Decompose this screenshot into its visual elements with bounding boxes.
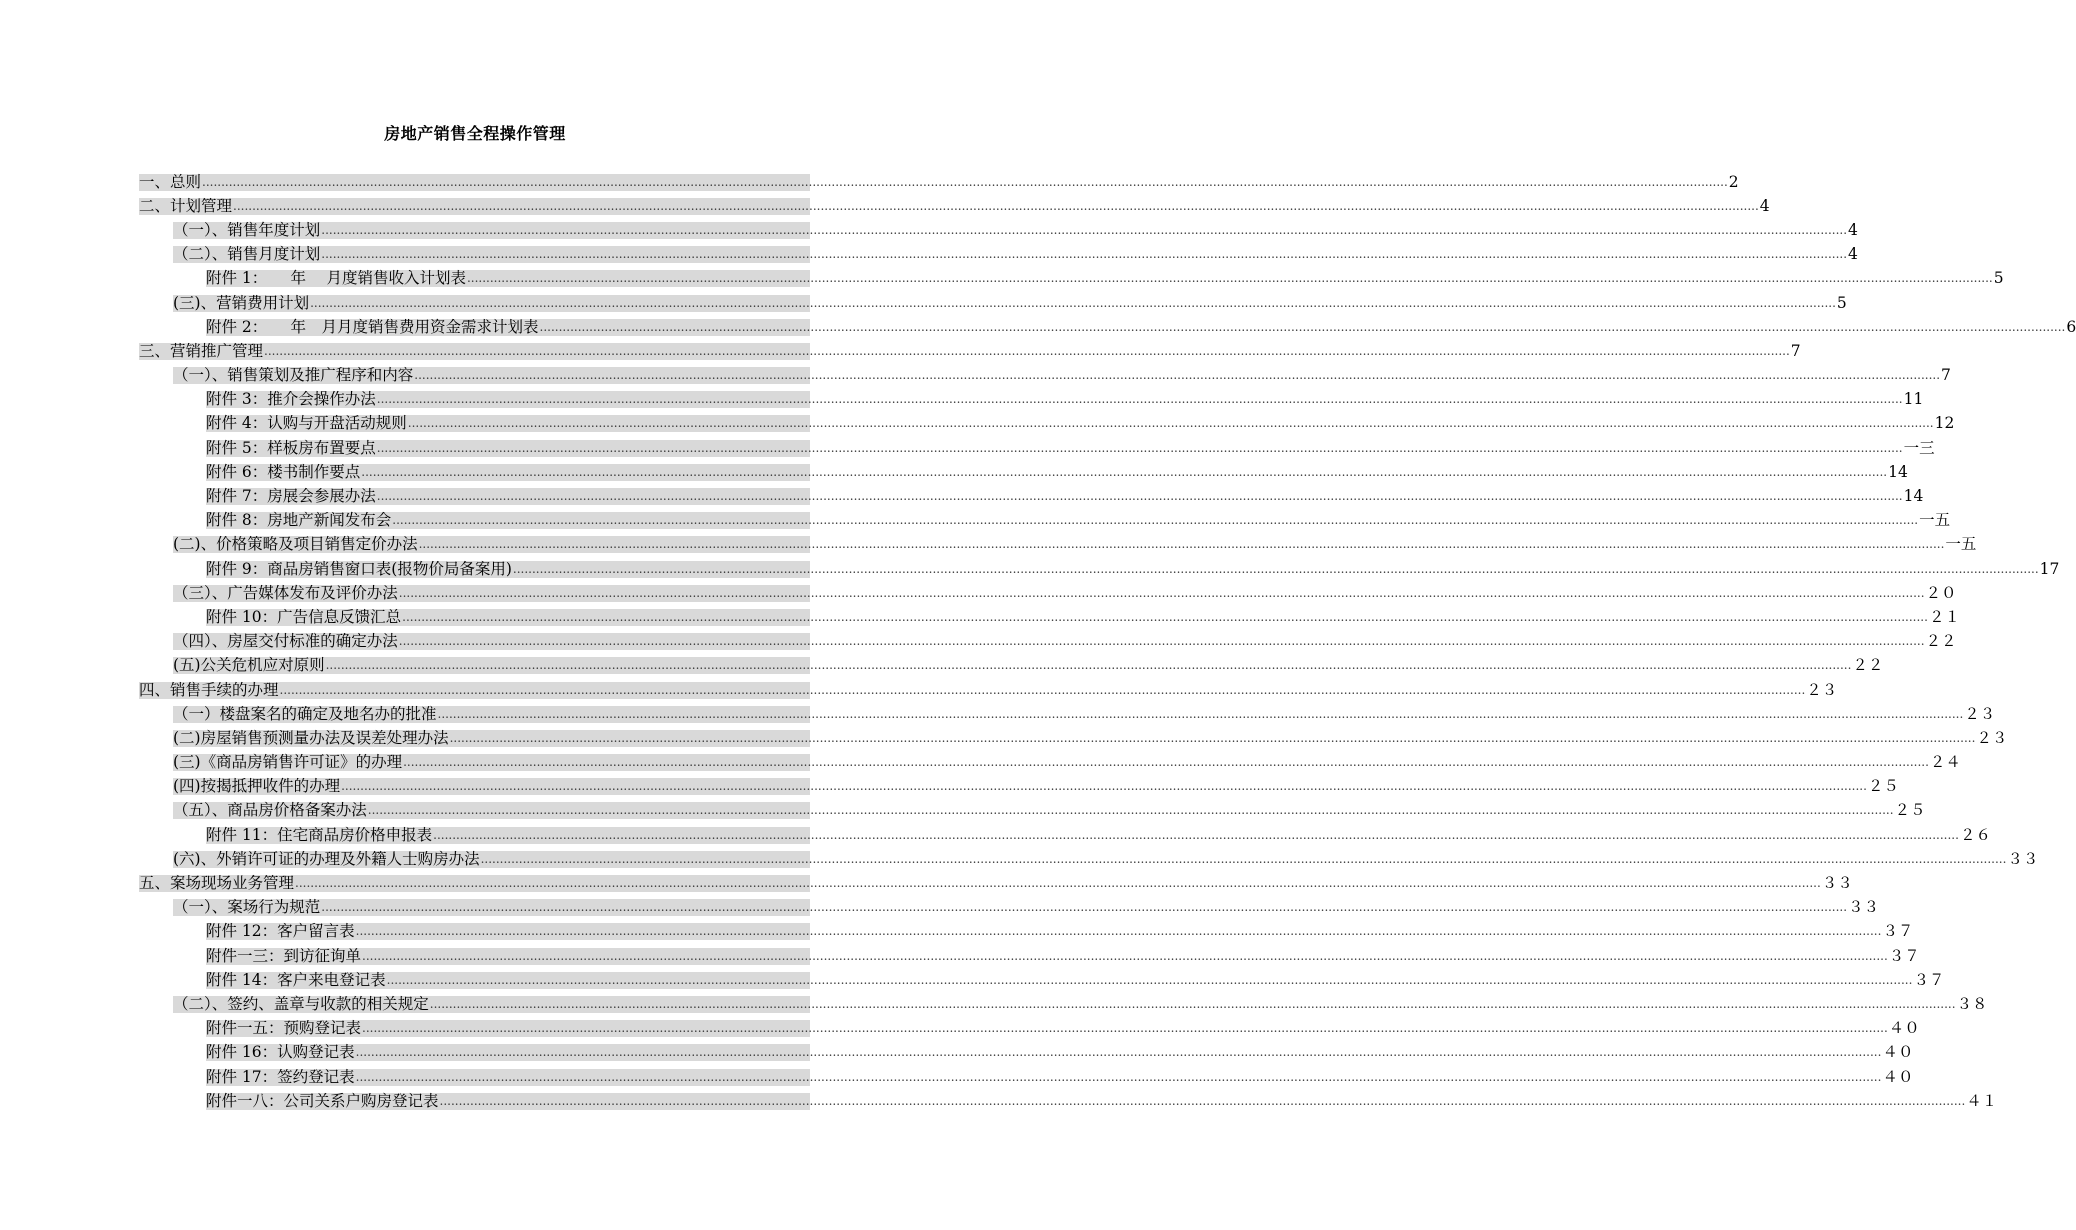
toc-entry-page: 4 — [1848, 245, 1858, 264]
toc-entry-highlight — [206, 1019, 1920, 1038]
toc-entry-title: 附件 7：房展会参展办法 — [206, 487, 376, 506]
toc-entry-title: 附件一八：公司关系户购房登记表 — [206, 1091, 439, 1110]
toc-entry-title: 一、总则 — [139, 172, 202, 191]
toc-leader-dots: ................................................................................................................................................................................................................................................................................................................................................................................................................ — [279, 682, 1806, 697]
toc-leader-dots: ................................................................................................................................................................................................................................................................................................................................................................................................................ — [233, 198, 1759, 213]
toc-entry-page: 12 — [1934, 414, 1955, 433]
toc-leader-dots: ................................................................................................................................................................................................................................................................................................................................................................................................................ — [264, 343, 1790, 358]
toc-leader-dots: ................................................................................................................................................................................................................................................................................................................................................................................................................ — [414, 368, 1941, 383]
toc-entry[interactable] — [139, 267, 2004, 291]
toc-entry-page: 11 — [1903, 390, 1924, 409]
toc-entry-page: ３３ — [1821, 874, 1853, 893]
toc-entry[interactable] — [139, 581, 1957, 605]
toc-entry-highlight — [173, 801, 1926, 820]
toc-entry-highlight — [173, 777, 1899, 796]
toc-entry-highlight — [173, 994, 1988, 1013]
toc-entry[interactable] — [139, 678, 1838, 702]
toc-entry-title: （一）、案场行为规范 — [173, 898, 321, 917]
toc-entry-title: 附件 6：楼书制作要点 — [206, 462, 361, 481]
toc-entry-page: 一五 — [1945, 535, 1977, 554]
toc-entry-page: ４０ — [1882, 1043, 1914, 1062]
toc-entry-page: ２６ — [1959, 825, 1991, 844]
toc-entry-highlight — [173, 583, 1957, 602]
document-title: 房地产销售全程操作管理 — [384, 124, 566, 143]
toc-entry[interactable] — [139, 968, 1945, 992]
toc-entry[interactable] — [139, 847, 2039, 871]
toc-entry-title: 附件 5：样板房布置要点 — [206, 438, 376, 457]
toc-leader-dots: ................................................................................................................................................................................................................................................................................................................................................................................................................ — [386, 972, 1913, 987]
toc-entry-title: （二）、签约、盖章与收款的相关规定 — [173, 994, 429, 1013]
toc-entry-highlight — [206, 1091, 1998, 1110]
toc-leader-dots: ................................................................................................................................................................................................................................................................................................................................................................................................................ — [310, 295, 1836, 310]
toc-entry-page: 一三 — [1903, 438, 1935, 457]
toc-entry-page: ２３ — [1976, 728, 2008, 747]
toc-entry-highlight — [139, 874, 1853, 893]
toc-entry-title: （四）、房屋交付标准的确定办法 — [173, 632, 398, 651]
toc-leader-dots: ................................................................................................................................................................................................................................................................................................................................................................................................................ — [202, 174, 1728, 189]
toc-entry-title: (六)、外销许可证的办理及外籍人士购房办法 — [173, 849, 480, 868]
toc-entry[interactable] — [139, 775, 1899, 799]
toc-entry[interactable] — [139, 170, 1739, 194]
toc-entry-highlight — [173, 293, 1847, 312]
toc-entry-page: ３３ — [1848, 898, 1880, 917]
toc-entry-title: 附件一五：预购登记表 — [206, 1019, 362, 1038]
toc-entry-highlight — [139, 341, 1801, 360]
toc-entry-title: 附件一三：到访征询单 — [206, 946, 362, 965]
toc-entry-title: (二)房屋销售预测量办法及误差处理办法 — [173, 728, 449, 747]
toc-entry-highlight — [173, 849, 2039, 868]
toc-leader-dots: ................................................................................................................................................................................................................................................................................................................................................................................................................ — [398, 634, 1925, 649]
toc-leader-dots: ................................................................................................................................................................................................................................................................................................................................................................................................................ — [362, 948, 1888, 963]
toc-entry-highlight — [173, 245, 1858, 264]
toc-entry-title: 附件 1： 年 月度销售收入计划表 — [206, 269, 466, 288]
toc-entry[interactable] — [139, 484, 1924, 508]
toc-leader-dots: ................................................................................................................................................................................................................................................................................................................................................................................................................ — [362, 1021, 1888, 1036]
toc-entry-highlight — [206, 511, 1951, 530]
toc-entry[interactable] — [139, 944, 1920, 968]
toc-entry[interactable] — [139, 218, 1858, 242]
toc-entry-highlight — [173, 535, 1977, 554]
toc-entry-title: （一）楼盘案名的确定及地名办的批准 — [173, 704, 437, 723]
toc-entry[interactable] — [139, 992, 1988, 1016]
toc-entry[interactable] — [139, 799, 1926, 823]
toc-entry-page: ２３ — [1964, 704, 1996, 723]
toc-leader-dots: ................................................................................................................................................................................................................................................................................................................................................................................................................ — [407, 416, 1934, 431]
toc-entry-page: 14 — [1888, 462, 1908, 481]
toc-entry[interactable] — [139, 509, 1951, 533]
toc-leader-dots: ................................................................................................................................................................................................................................................................................................................................................................................................................ — [466, 271, 1993, 286]
toc-leader-dots: ................................................................................................................................................................................................................................................................................................................................................................................................................ — [361, 464, 1888, 479]
toc-leader-dots: ................................................................................................................................................................................................................................................................................................................................................................................................................ — [437, 706, 1964, 721]
toc-entry-highlight — [206, 607, 1960, 626]
toc-entry-page: 一五 — [1919, 511, 1951, 530]
toc-entry[interactable] — [139, 339, 1801, 363]
toc-leader-dots: ................................................................................................................................................................................................................................................................................................................................................................................................................ — [376, 440, 1903, 455]
toc-entry-highlight — [206, 922, 1914, 941]
toc-entry[interactable] — [139, 605, 1960, 629]
toc-entry-highlight — [206, 487, 1924, 506]
toc-entry-page: ４０ — [1888, 1019, 1920, 1038]
toc-entry[interactable] — [139, 533, 1977, 557]
toc-entry-highlight — [139, 680, 1838, 699]
toc-entry-highlight — [173, 656, 1884, 675]
toc-leader-dots: ................................................................................................................................................................................................................................................................................................................................................................................................................ — [376, 392, 1903, 407]
toc-entry[interactable] — [139, 460, 1908, 484]
toc-entry-title: (五)公关危机应对原则 — [173, 656, 325, 675]
toc-entry-page: 6 — [2066, 317, 2076, 336]
toc-leader-dots: ................................................................................................................................................................................................................................................................................................................................................................................................................ — [439, 1093, 1966, 1108]
toc-entry[interactable] — [139, 871, 1853, 895]
toc-leader-dots: ................................................................................................................................................................................................................................................................................................................................................................................................................ — [392, 513, 1919, 528]
toc-leader-dots: ................................................................................................................................................................................................................................................................................................................................................................................................................ — [402, 609, 1928, 624]
toc-entry-title: （一）、销售年度计划 — [173, 220, 321, 239]
toc-leader-dots: ................................................................................................................................................................................................................................................................................................................................................................................................................ — [403, 755, 1929, 770]
toc-entry-highlight — [139, 172, 1739, 191]
toc-leader-dots: ................................................................................................................................................................................................................................................................................................................................................................................................................ — [480, 851, 2007, 866]
toc-entry-page: 2 — [1728, 172, 1739, 191]
toc-entry-title: 附件 16：认购登记表 — [206, 1043, 355, 1062]
toc-leader-dots: ................................................................................................................................................................................................................................................................................................................................................................................................................ — [321, 900, 1848, 915]
toc-entry-title: 附件 17：签约登记表 — [206, 1067, 355, 1086]
toc-entry-page: ４１ — [1966, 1091, 1998, 1110]
toc-entry-highlight — [206, 414, 1955, 433]
toc-leader-dots: ................................................................................................................................................................................................................................................................................................................................................................................................................ — [321, 247, 1848, 262]
toc-entry[interactable] — [139, 726, 2008, 750]
toc-entry-highlight — [173, 898, 1880, 917]
toc-entry-highlight — [206, 317, 2076, 336]
toc-entry[interactable] — [139, 702, 1996, 726]
toc-entry[interactable] — [139, 1065, 1914, 1089]
toc-entry-highlight — [206, 269, 2004, 288]
toc-leader-dots: ................................................................................................................................................................................................................................................................................................................................................................................................................ — [449, 730, 1976, 745]
toc-entry-title: （一）、销售策划及推广程序和内容 — [173, 366, 414, 385]
toc-entry-title: 五、案场现场业务管理 — [139, 874, 295, 893]
toc-entry[interactable] — [139, 751, 1961, 775]
toc-entry-page: 7 — [1941, 366, 1951, 385]
toc-entry-page: ３８ — [1956, 994, 1988, 1013]
toc-entry-title: 附件 10：广告信息反馈汇总 — [206, 607, 402, 626]
toc-entry[interactable] — [139, 557, 2060, 581]
toc-entry-page: 4 — [1848, 220, 1858, 239]
toc-entry-title: 附件 4：认购与开盘活动规则 — [206, 414, 407, 433]
toc-entry-title: 附件 12：客户留言表 — [206, 922, 355, 941]
toc-entry-title: （二）、销售月度计划 — [173, 245, 321, 264]
toc-entry[interactable] — [139, 243, 1858, 267]
toc-leader-dots: ................................................................................................................................................................................................................................................................................................................................................................................................................ — [341, 779, 1867, 794]
toc-entry-page: 5 — [1993, 269, 2004, 288]
toc-leader-dots: ................................................................................................................................................................................................................................................................................................................................................................................................................ — [321, 222, 1848, 237]
toc-entry-highlight — [206, 970, 1945, 989]
toc-entry-title: 附件 2： 年 月月度销售费用资金需求计划表 — [206, 317, 539, 336]
toc-entry[interactable] — [139, 1089, 1998, 1113]
toc-leader-dots: ................................................................................................................................................................................................................................................................................................................................................................................................................ — [418, 537, 1945, 552]
toc-entry-highlight — [206, 390, 1924, 409]
toc-entry-title: （三）、广告媒体发布及评价办法 — [173, 583, 398, 602]
toc-entry-page: ３３ — [2007, 849, 2039, 868]
toc-entry-page: ２５ — [1894, 801, 1926, 820]
table-of-contents — [139, 170, 2076, 1113]
toc-entry-highlight — [173, 753, 1961, 772]
toc-leader-dots: ................................................................................................................................................................................................................................................................................................................................................................................................................ — [355, 1069, 1882, 1084]
toc-leader-dots: ................................................................................................................................................................................................................................................................................................................................................................................................................ — [355, 924, 1882, 939]
toc-entry-page: ２３ — [1806, 680, 1838, 699]
toc-entry-title: 附件 11：住宅商品房价格申报表 — [206, 825, 433, 844]
toc-leader-dots: ................................................................................................................................................................................................................................................................................................................................................................................................................ — [398, 585, 1925, 600]
toc-entry-title: 附件 14：客户来电登记表 — [206, 970, 386, 989]
toc-entry-title: (四)按揭抵押收件的办理 — [173, 777, 341, 796]
toc-entry-title: 四、销售手续的办理 — [139, 680, 279, 699]
toc-entry-highlight — [173, 728, 2008, 747]
toc-entry[interactable] — [139, 388, 1924, 412]
toc-entry[interactable] — [139, 315, 2076, 339]
toc-entry-highlight — [139, 196, 1770, 215]
toc-entry-page: ３７ — [1913, 970, 1945, 989]
toc-entry[interactable] — [139, 1017, 1920, 1041]
toc-entry-page: ３７ — [1888, 946, 1920, 965]
toc-entry-highlight — [206, 1043, 1914, 1062]
toc-entry[interactable] — [139, 920, 1914, 944]
toc-leader-dots: ................................................................................................................................................................................................................................................................................................................................................................................................................ — [355, 1045, 1882, 1060]
toc-entry-highlight — [173, 220, 1858, 239]
toc-entry[interactable] — [139, 654, 1884, 678]
toc-entry-highlight — [173, 632, 1957, 651]
toc-entry[interactable] — [139, 412, 1955, 436]
toc-entry-highlight — [206, 1067, 1914, 1086]
toc-leader-dots: ................................................................................................................................................................................................................................................................................................................................................................................................................ — [325, 658, 1852, 673]
toc-entry[interactable] — [139, 630, 1957, 654]
toc-entry-highlight — [206, 462, 1908, 481]
toc-entry-highlight — [206, 825, 1991, 844]
toc-entry[interactable] — [139, 364, 1951, 388]
toc-entry-title: （五）、商品房价格备案办法 — [173, 801, 367, 820]
toc-entry-highlight — [206, 559, 2060, 578]
toc-entry[interactable] — [139, 896, 1880, 920]
toc-entry-page: 5 — [1836, 293, 1847, 312]
toc-entry-page: ２２ — [1925, 632, 1957, 651]
toc-entry-page: ２４ — [1929, 753, 1961, 772]
toc-entry-title: 附件 9：商品房销售窗口表(报物价局备案用) — [206, 559, 512, 578]
toc-entry-page: ４０ — [1882, 1067, 1914, 1086]
toc-entry-page: 4 — [1759, 196, 1770, 215]
toc-entry-highlight — [173, 366, 1951, 385]
toc-entry[interactable] — [139, 1041, 1914, 1065]
toc-entry-page: ２０ — [1925, 583, 1957, 602]
toc-entry-highlight — [206, 438, 1935, 457]
toc-entry-page: ３７ — [1882, 922, 1914, 941]
toc-leader-dots: ................................................................................................................................................................................................................................................................................................................................................................................................................ — [433, 827, 1959, 842]
toc-entry[interactable] — [139, 436, 1935, 460]
toc-entry-title: 三、营销推广管理 — [139, 341, 264, 360]
toc-entry-title: (三)、营销费用计划 — [173, 293, 310, 312]
toc-leader-dots: ................................................................................................................................................................................................................................................................................................................................................................................................................ — [512, 561, 2039, 576]
toc-entry[interactable] — [139, 194, 1770, 218]
toc-entry-highlight — [173, 704, 1996, 723]
toc-entry[interactable] — [139, 291, 1847, 315]
toc-entry-title: (三)《商品房销售许可证》的办理 — [173, 753, 403, 772]
toc-entry-page: 7 — [1790, 341, 1801, 360]
toc-entry-title: 附件 3：推介会操作办法 — [206, 390, 376, 409]
toc-entry-page: 14 — [1903, 487, 1924, 506]
toc-entry-page: ２１ — [1928, 607, 1960, 626]
toc-entry-title: 附件 8：房地产新闻发布会 — [206, 511, 392, 530]
toc-leader-dots: ................................................................................................................................................................................................................................................................................................................................................................................................................ — [539, 319, 2066, 334]
toc-entry-page: ２２ — [1852, 656, 1884, 675]
toc-leader-dots: ................................................................................................................................................................................................................................................................................................................................................................................................................ — [376, 489, 1903, 504]
toc-leader-dots: ................................................................................................................................................................................................................................................................................................................................................................................................................ — [295, 876, 1821, 891]
toc-entry-page: ２５ — [1867, 777, 1899, 796]
toc-entry-title: 二、计划管理 — [139, 196, 233, 215]
toc-leader-dots: ................................................................................................................................................................................................................................................................................................................................................................................................................ — [429, 996, 1956, 1011]
toc-entry[interactable] — [139, 823, 1991, 847]
toc-leader-dots: ................................................................................................................................................................................................................................................................................................................................................................................................................ — [367, 803, 1894, 818]
toc-entry-title: (二)、价格策略及项目销售定价办法 — [173, 535, 418, 554]
toc-entry-page: 17 — [2039, 559, 2060, 578]
toc-entry-highlight — [206, 946, 1920, 965]
